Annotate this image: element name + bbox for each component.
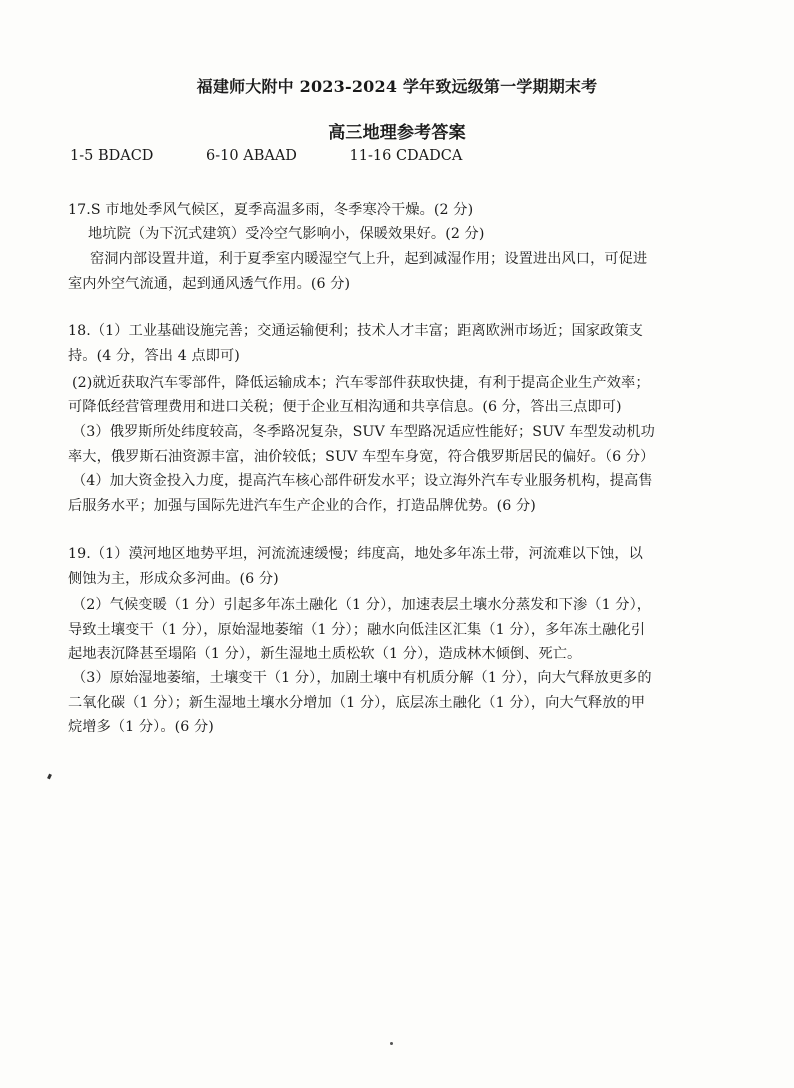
q18-line: 后服务水平；加强与国际先进汽车生产企业的合作，打造品牌优势。(6 分) [68,498,536,514]
q17-line: 窑洞内部设置井道，利于夏季室内暖湿空气上升，起到减湿作用；设置进出风口，可促进 [90,251,648,267]
q17-line: 17.S 市地处季风气候区，夏季高温多雨，冬季寒冷干燥。(2 分) [68,202,474,218]
q19-line: 二氧化碳（1 分）；新生湿地土壤水分增加（1 分），底层冻土融化（1 分），向大气释放的甲 [68,695,646,711]
q17-line: 地坑院（为下沉式建筑）受冷空气影响小，保暖效果好。(2 分) [88,226,485,242]
choice-answer-group: 1-5 BDACD [70,148,154,164]
scan-speck [390,1042,393,1045]
q18-line: 18.（1）工业基础设施完善；交通运输便利；技术人才丰富；距离欧洲市场近；国家政策支 [68,323,643,339]
choice-answer-group: 6-10 ABAAD [206,148,297,164]
page-title: 福建师大附中 2023-2024 学年致远级第一学期期末考 [196,77,598,96]
q18-line: 可降低经营管理费用和进口关税；便于企业互相沟通和共享信息。(6 分，答出三点即可) [68,399,622,415]
q18-line: （4）加大资金投入力度，提高汽车核心部件研发水平；设立海外汽车专业服务机构，提高售 [72,473,653,489]
q19-line: 19.（1）漠河地区地势平坦，河流流速缓慢；纬度高，地处多年冻土带，河流难以下蚀，以 [68,546,643,562]
scan-speck [47,774,52,780]
choice-answers [70,148,510,164]
q19-line: 起地表沉降甚至塌陷（1 分），新生湿地土质松软（1 分），造成林木倾倒、死亡。 [68,646,582,662]
q19-line: （2）气候变暖（1 分）引起多年冻土融化（1 分），加速表层土壤水分蒸发和下渗（1 分）， [72,597,652,613]
q17-line: 室内外空气流通，起到通风透气作用。(6 分) [68,276,351,292]
q18-line: 持。(4 分，答出 4 点即可) [68,348,240,364]
q19-line: 导致土壤变干（1 分），原始湿地萎缩（1 分）；融水向低洼区汇集（1 分），多年冻土融化引 [68,622,646,638]
q18-line: （3）俄罗斯所处纬度较高，冬季路况复杂，SUV 车型路况适应性能好；SUV 车型发动机功 [72,424,655,440]
q19-line: 烷增多（1 分）。(6 分) [68,719,214,735]
q19-line: 侧蚀为主，形成众多河曲。(6 分) [68,571,279,587]
choice-answer-group: 11-16 CDADCA [349,148,463,164]
q18-line: 率大，俄罗斯石油资源丰富，油价较低；SUV 车型车身宽，符合俄罗斯居民的偏好。（6 分） [68,449,655,465]
q18-line: (2)就近获取汽车零部件，降低运输成本；汽车零部件获取快捷，有利于提高企业生产效率； [72,375,650,391]
q19-line: （3）原始湿地萎缩，土壤变干（1 分），加剧土壤中有机质分解（1 分），向大气释放更多的 [72,670,652,686]
page-subtitle: 高三地理参考答案 [328,123,466,143]
